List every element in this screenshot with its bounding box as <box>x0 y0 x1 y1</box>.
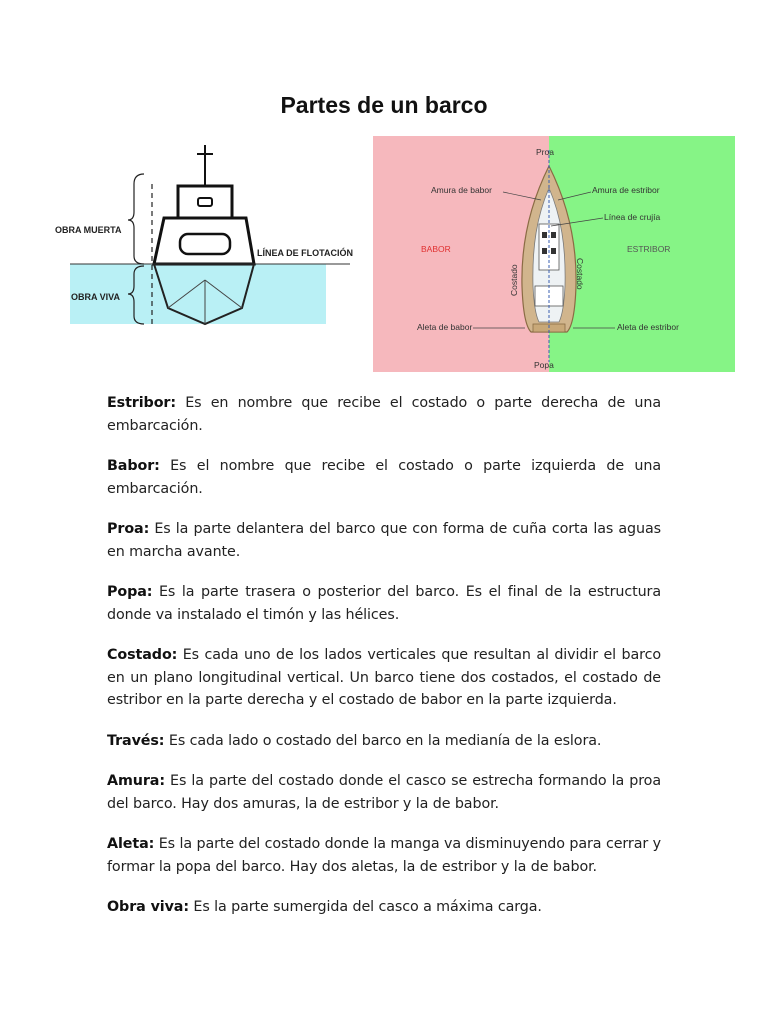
definitions-list <box>107 392 661 937</box>
page-title: Partes de un barco <box>280 92 488 118</box>
label-costado-babor: Costado <box>509 264 519 296</box>
label-estribor: ESTRIBOR <box>627 244 671 254</box>
definition-proa: Proa: Es la parte delantera del barco que con forma de cuña corta las aguas en marcha avante. <box>107 521 661 560</box>
label-amura-estribor: Amura de estribor <box>592 185 660 195</box>
label-linea-crujia: Línea de crujía <box>604 212 661 222</box>
label-linea-flotacion: LÍNEA DE FLOTACIÓN <box>257 248 353 258</box>
definition-aleta: Aleta: Es la parte del costado donde la manga va disminuyendo para cerrar y formar la popa del barco. Hay dos aletas, la de estribor y la de babor. <box>107 836 661 875</box>
definition-popa: Popa: Es la parte trasera o posterior del barco. Es el final de la estructura donde va instalado el timón y las hélices. <box>107 584 661 623</box>
label-costado-estribor: Costado <box>575 258 585 290</box>
definition-traves: Través: Es cada lado o costado del barco en la medianía de la eslora. <box>107 732 602 749</box>
estribor-area <box>549 136 735 372</box>
label-proa: Proa <box>536 147 554 157</box>
boat-side-diagram <box>50 140 362 360</box>
definition-costado: Costado: Es cada uno de los lados verticales que resultan al dividir el barco en un plano longitudinal vertical. Un barco tiene dos costados, el costado de estribor en la parte derecha y el costado de babor en la parte izquierda. <box>107 647 661 708</box>
label-popa: Popa <box>534 360 554 370</box>
boat-top-diagram <box>373 136 735 372</box>
label-aleta-estribor: Aleta de estribor <box>617 322 679 332</box>
label-babor: BABOR <box>421 244 451 254</box>
definition-obra-viva: Obra viva: Es la parte sumergida del casco a máxima carga. <box>107 899 542 915</box>
label-aleta-babor: Aleta de babor <box>417 322 473 332</box>
label-obra-muerta: OBRA MUERTA <box>55 225 122 235</box>
obra-muerta-brace <box>128 174 144 264</box>
definition-babor: Babor: Es el nombre que recibe el costado o parte izquierda de una embarcación. <box>107 458 661 497</box>
definition-amura: Amura: Es la parte del costado donde el casco se estrecha formando la proa del barco. Hay dos amuras, la de estribor y la de babor. <box>107 773 661 812</box>
label-amura-babor: Amura de babor <box>431 185 492 195</box>
label-obra-viva: OBRA VIVA <box>71 292 121 302</box>
definition-estribor: Estribor: Es en nombre que recibe el costado o parte derecha de una embarcación. <box>107 395 661 434</box>
